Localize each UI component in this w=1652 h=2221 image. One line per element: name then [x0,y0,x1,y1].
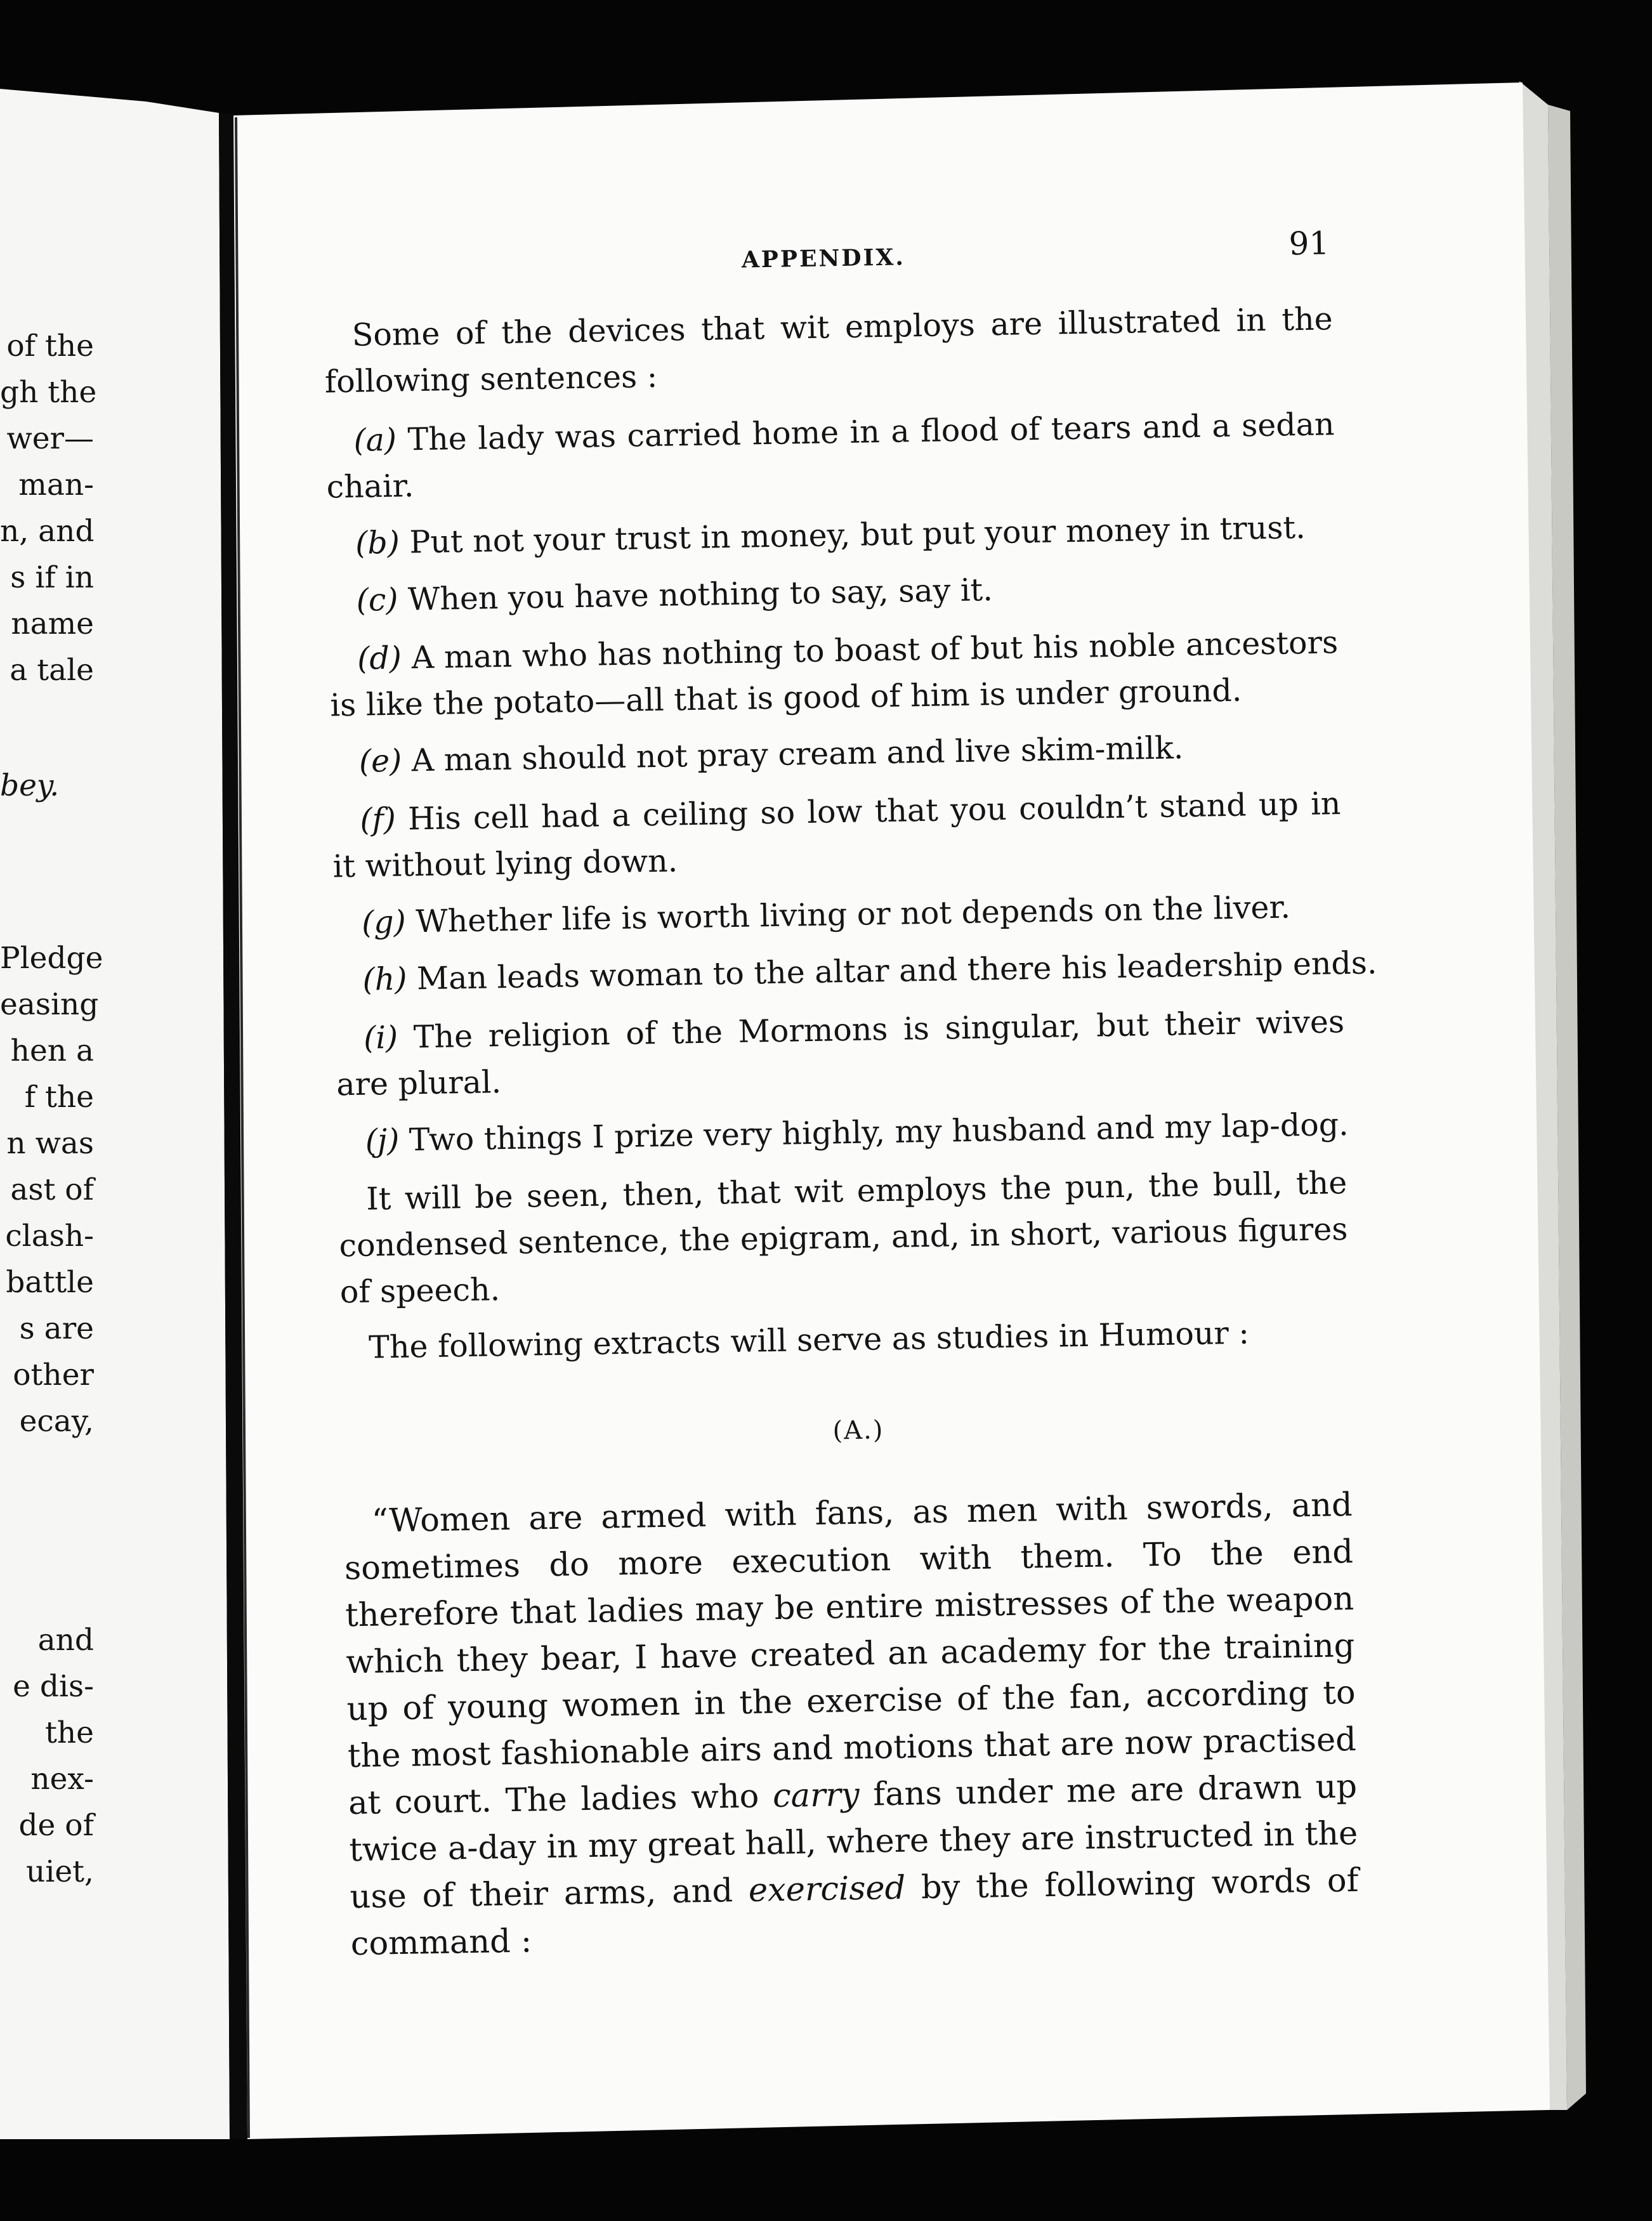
left-line: Pledge [0,941,103,976]
quote-text: by the following words of command : [350,1861,1359,1963]
left-line: easing [0,987,99,1022]
left-line: n was [6,1126,94,1161]
left-line: battle [6,1265,94,1300]
example-g [361,889,1291,941]
quote-text: fans under me are drawn up twice a-day in my great hall, where they are instructed in the use of their arms, and [348,1767,1358,1916]
page-number: 91 [1288,225,1330,263]
example-text: The religion of the Mormons is singular, but their wives are plural. [336,1004,1345,1103]
left-line: ast of [10,1172,94,1207]
example-text: His cell had a ceiling so low that you couldn’t stand up in it without lying down. [332,785,1341,885]
example-text: Man leads woman to the altar and there his leadership ends. [416,945,1377,997]
example-h [362,945,1377,998]
example-e [358,730,1184,780]
example-label: (i) [363,1019,398,1056]
left-line: f the [24,1080,94,1115]
example-d [329,619,1339,728]
left-line: uiet, [26,1854,94,1889]
example-text: Whether life is worth living or not depends on the liver. [415,889,1291,940]
example-text: Two things I prize very highly, my husband and my lap-dog. [409,1106,1349,1158]
left-line: ecay, [19,1404,94,1439]
example-c [356,572,993,619]
left-line: other [13,1358,94,1392]
left-line: gh the [0,375,97,410]
left-line: hen a [10,1033,94,1068]
example-label: (a) [353,421,397,459]
example-f [332,780,1342,889]
left-line: wer— [6,421,94,456]
example-text: When you have nothing to say, say it. [407,572,993,618]
intro-paragraph: Some of the devices that wit employs are illustrated in the following sentences : [324,301,1334,400]
left-line: the [45,1715,94,1750]
extracts-intro: The following extracts will serve as studies in Humour : [368,1314,1250,1366]
example-text: Put not your trust in money, but put your money in trust. [409,509,1306,561]
example-label: (g) [361,903,407,941]
example-label: (e) [358,742,402,780]
example-label: (b) [355,524,400,561]
left-line: s are [19,1311,94,1346]
summary-paragraph: It will be seen, then, that wit employs the pun, the bull, the condensed sentence, the epigram, and, in short, various figures of speech. [339,1165,1348,1311]
left-line: de of [18,1808,94,1843]
left-line: e dis- [13,1669,94,1704]
example-b [355,509,1306,561]
example-j [365,1106,1349,1159]
example-text: A man should not pray cream and live skim-milk. [411,730,1184,779]
example-label: (f) [360,801,397,838]
left-line: of the [6,329,94,364]
left-line: n, and [0,514,95,549]
example-a [325,401,1335,510]
example-label: (j) [365,1122,400,1159]
left-line: clash- [5,1219,94,1254]
section-label: (A.) [832,1415,884,1446]
quote-text: “Women are armed with fans, as men with swords, and sometimes do more execution with them. To the end therefore that ladies may be entire mistresses of the weapon which they bear, I have created an academy for the training up of young women in the exercise of the fan, according to the most fashionable airs and motions that are now practised at court. The ladies who [344,1486,1357,1823]
example-text: The lady was carried home in a flood of tears and a sedan chair. [326,406,1335,506]
example-text: A man who has nothing to boast of but his noble ancestors is like the potato—all that is good of him is under ground. [330,624,1339,724]
running-header: APPENDIX. [741,244,906,273]
example-label: (d) [357,639,402,677]
quote-emphasis: exercised [748,1869,906,1910]
left-line: name [11,606,94,641]
left-line: s if in [10,560,94,595]
left-line: nex- [30,1762,94,1797]
example-label: (c) [356,581,398,619]
left-line: and [37,1623,94,1658]
left-line: a tale [10,653,94,688]
quote-emphasis: carry [772,1776,860,1816]
quote-paragraph [343,1482,1360,1968]
example-i [336,999,1346,1108]
left-line: bey. [0,768,60,803]
left-line: man- [18,468,94,502]
example-label: (h) [362,960,407,998]
